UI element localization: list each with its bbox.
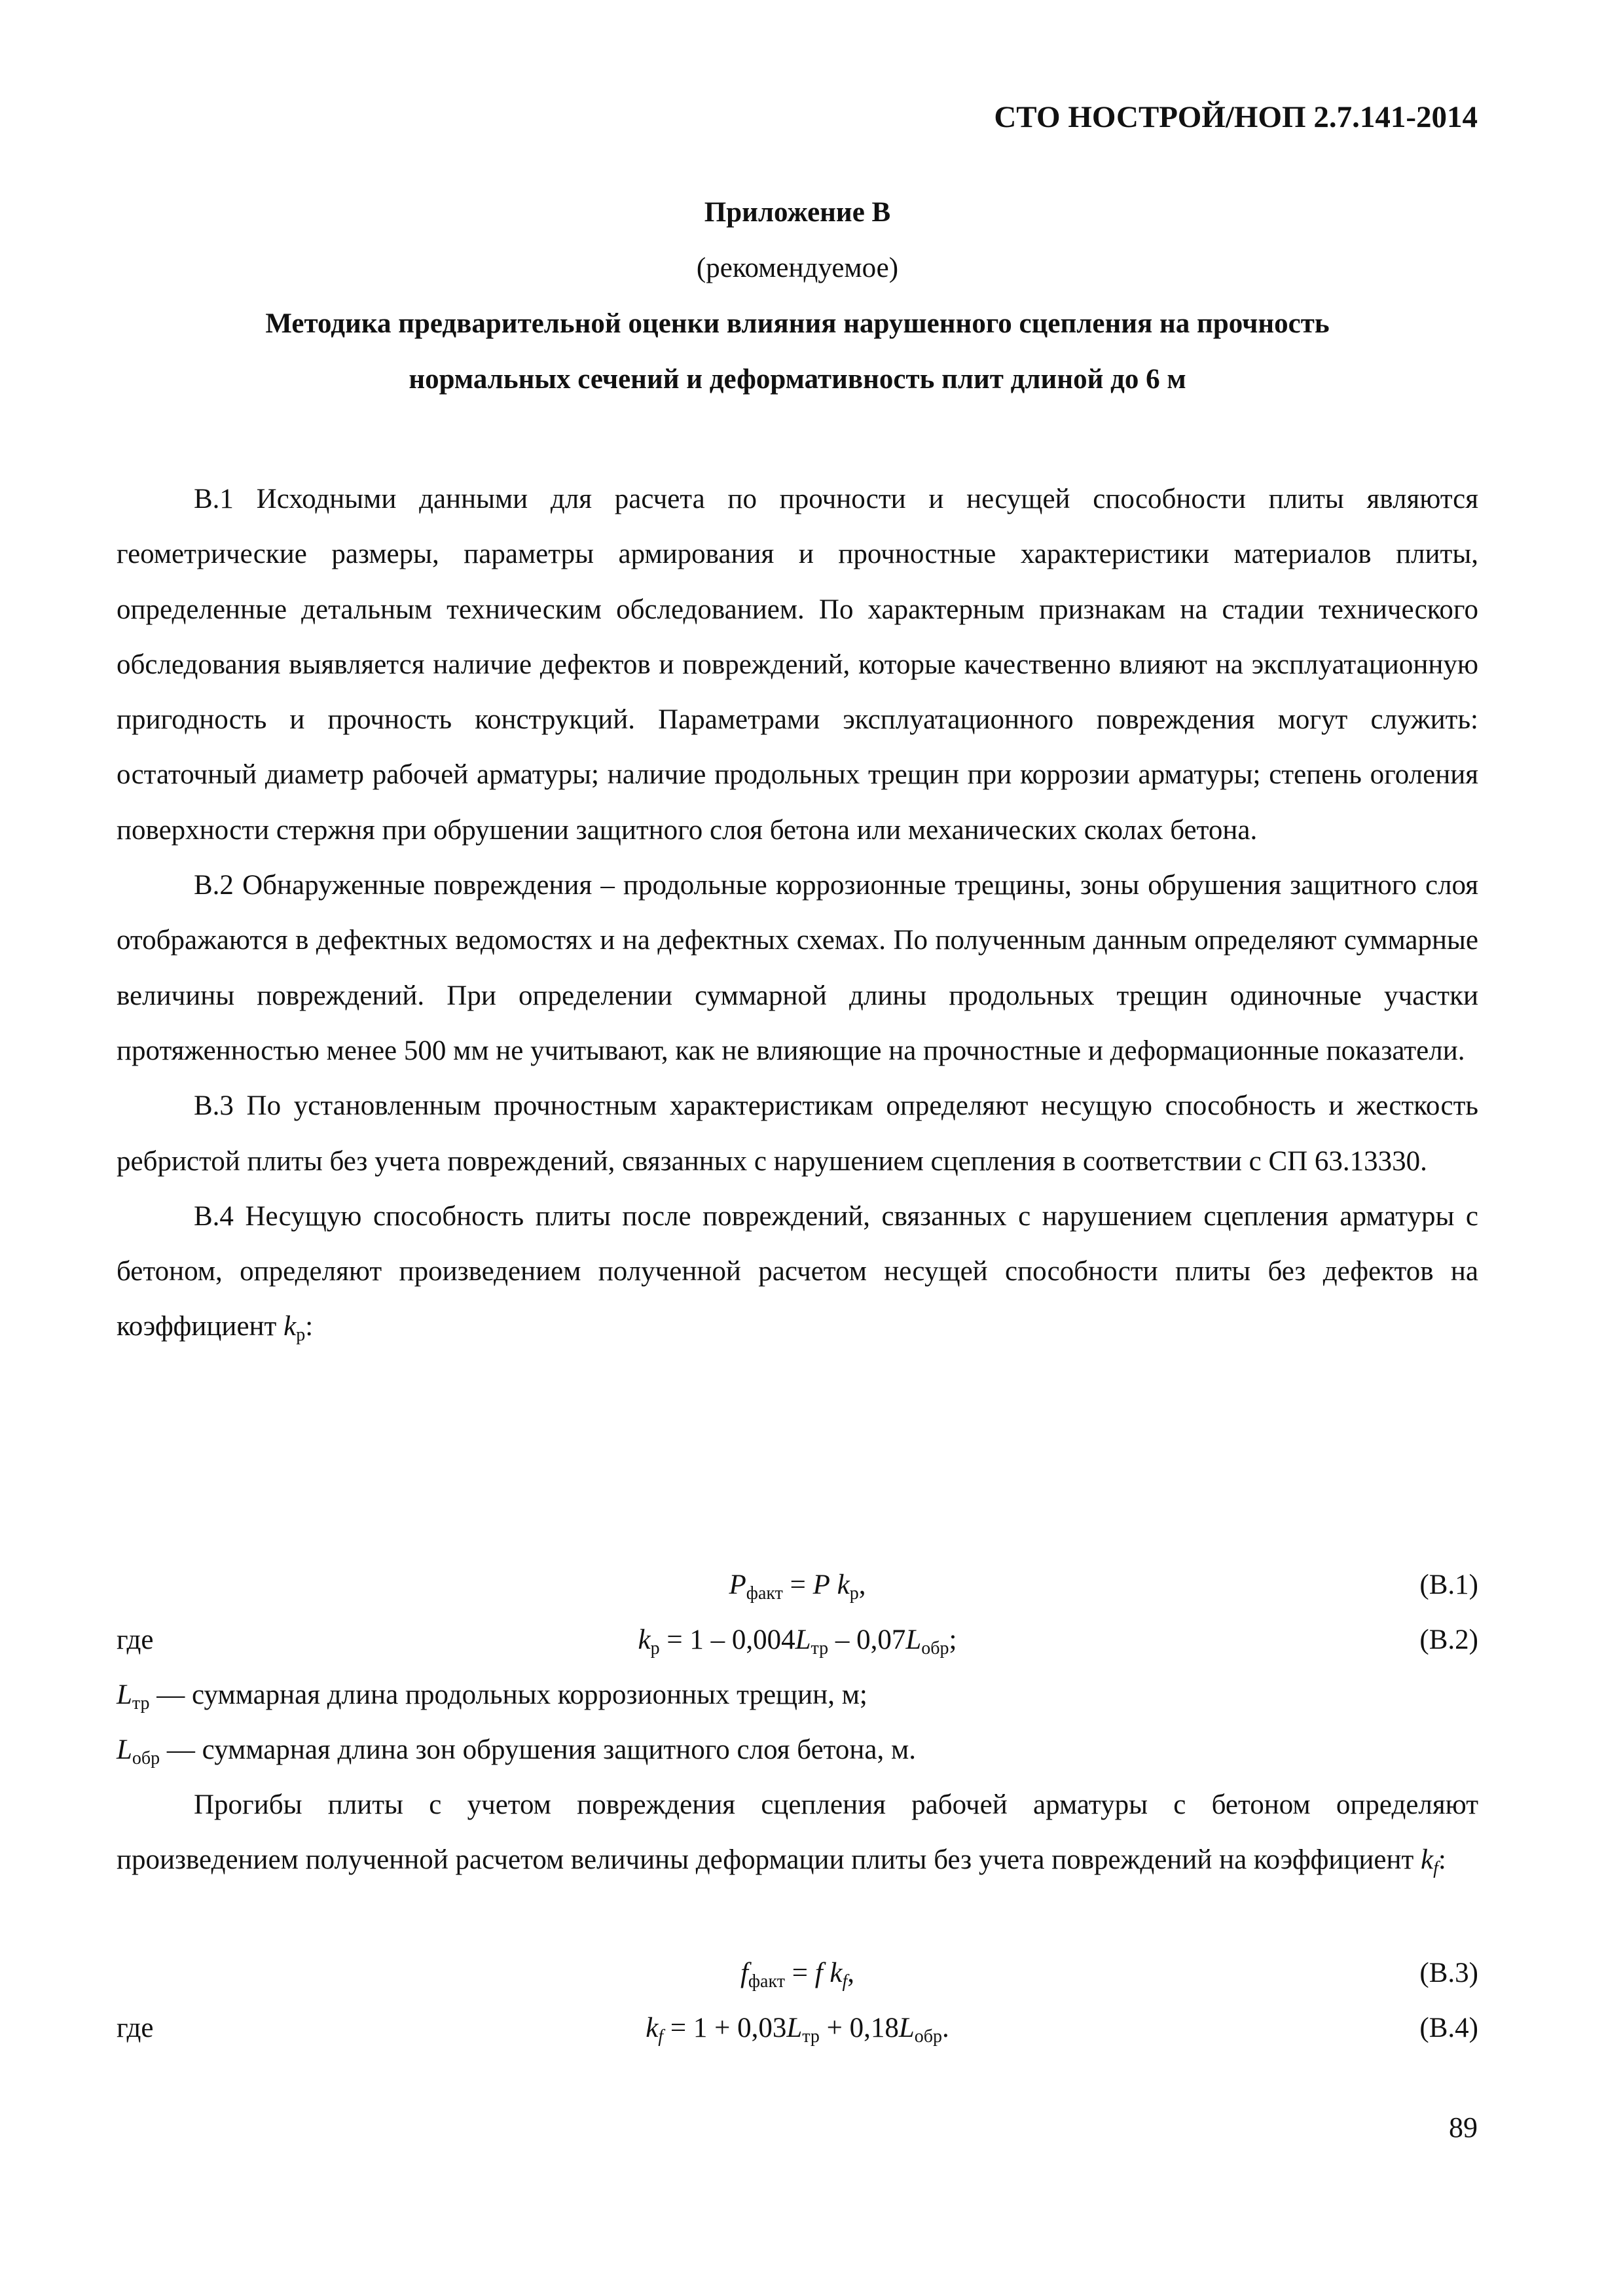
paragraph-deflection: Прогибы плиты с учетом повреждения сцепления рабочей арматуры с бетоном определяют произведением полученной расчетом величины деформации плиты без учета повреждений на коэффициент $k_f$:: [117, 1789, 1478, 1879]
document-header: СТО НОСТРОЙ/НОП 2.7.141-2014: [994, 100, 1478, 134]
page-number: 89: [1449, 2111, 1478, 2144]
where-label: где: [117, 1624, 154, 1655]
paragraph-b1: В.1 Исходными данными для расчета по прочности и несущей способности плиты являются геометрические размеры, параметры армирования и прочностные характеристики материалов плиты, определенные детальным техническим обследованием. По характерным признакам на стадии технического обследования выявляется наличие дефектов и повреждений, которые качественно влияют на эксплуатационную пригодность и прочность конструкций. Параметрами эксплуатационного повреждения могут служить: остаточный диаметр рабочей арматуры; наличие продольных трещин при коррозии арматуры; степень оголения поверхности стержня при обрушении защитного слоя бетона или механических сколах бетона.: [117, 484, 1478, 846]
paragraphs-b1-b4: [117, 472, 1478, 1355]
appendix-status: (рекомендуемое): [696, 253, 899, 283]
equation-b1: [117, 1558, 1478, 1613]
definition-lobr: $L_{обр}$ — суммарная длина зон обрушения защитного слоя бетона, м.: [117, 1734, 916, 1768]
equation-b3: [117, 1946, 1478, 2001]
equation-b2: [117, 1613, 1478, 1668]
paragraph-b3: В.3 По установленным прочностным характеристикам определяют несущую способность и жесткость ребристой плиты без учета повреждений, связанных с нарушением сцепления в соответствии с СП 63.13330.: [117, 1090, 1478, 1177]
equation-b2-formula: $k_р = 1 - 0,004L_{тр} - 0,07L_{обр}$;: [638, 1624, 957, 1659]
paragraph-deflection-block: [117, 1778, 1478, 1888]
paragraph-b2: В.2 Обнаруженные повреждения – продольные коррозионные трещины, зоны обрушения защитного слоя отображаются в дефектных ведомостях и на дефектных схемах. По полученным данным определяют суммарные величины повреждений. При определении суммарной длины продольных трещин одиночные участки протяженностью менее 500 мм не учитывают, как не влияющие на прочностные и деформационные показатели.: [117, 870, 1478, 1066]
equation-b4: [117, 2001, 1478, 2056]
paragraph-b4: В.4 Несущую способность плиты после повреждений, связанных с нарушением сцепления арматуры с бетоном, определяют произведением полученной расчетом несущей способности плиты без дефектов на коэффициент $k_р$:: [117, 1200, 1478, 1346]
appendix-title: Приложение В: [704, 197, 891, 228]
equation-b1-number: (В.1): [1419, 1570, 1478, 1600]
section-title-line2: нормальных сечений и деформативность плит длиной до 6 м: [409, 364, 1186, 395]
where-label-2: где: [117, 2013, 154, 2043]
equation-b3-formula: $f_{факт} = f$ $k_f$,: [740, 1958, 855, 1992]
equation-b1-formula: $P_{факт} = P$ $k_р$,: [729, 1570, 866, 1604]
equation-b4-number: (В.4): [1419, 2013, 1478, 2043]
equation-b3-number: (В.3): [1419, 1958, 1478, 1988]
equation-b2-number: (В.2): [1419, 1624, 1478, 1655]
section-title-line1: Методика предварительной оценки влияния нарушенного сцепления на прочность: [265, 308, 1330, 339]
equation-b4-formula: $k_f = 1 + 0,03L_{тр} + 0,18L_{обр}$.: [646, 2013, 949, 2047]
definition-ltr: $L_{тр}$ — суммарная длина продольных коррозионных трещин, м;: [117, 1679, 867, 1713]
